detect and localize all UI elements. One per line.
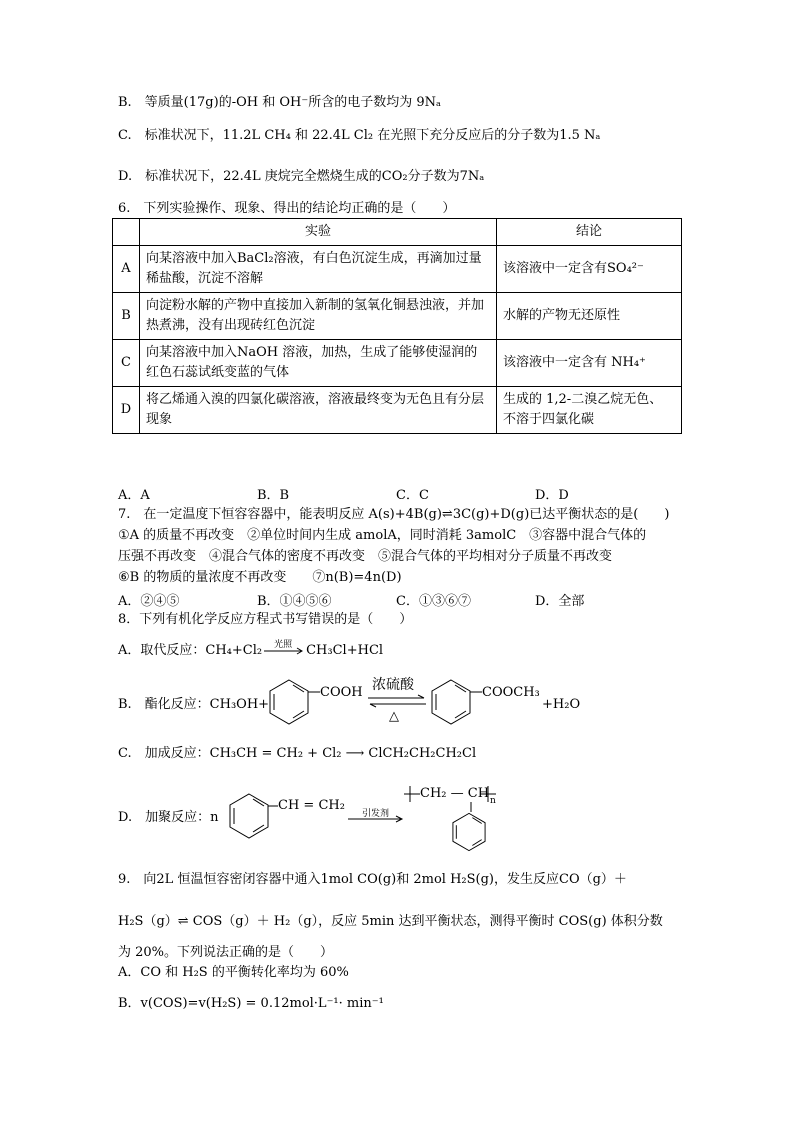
row-label: A — [113, 246, 140, 293]
q9-stem-1: 9. 向2L 恒温恒容密闭容器中通入1mol CO(g)和 2mol H₂S(g)，发生反应CO（g）＋ — [118, 872, 627, 887]
table-corner — [113, 219, 140, 246]
benzene-ring-icon — [448, 810, 490, 854]
q5-option-b: B. 等质量(17g)的-OH 和 OH⁻所含的电子数均为 9Nₐ — [118, 95, 441, 110]
q8-a-label: A．取代反应： — [118, 643, 206, 658]
table-row — [113, 246, 682, 293]
q8-b-label: B. 酯化反应：CH₃OH+ — [118, 697, 270, 712]
q7-options — [118, 590, 674, 609]
row-conclusion: 该溶液中一定含有 NH₄⁺ — [497, 340, 682, 387]
q8-stem: 8．下列有机化学反应方程式书写错误的是（ ） — [118, 612, 413, 627]
q9-option-a: A．CO 和 H₂S 的平衡转化率均为 60% — [118, 965, 349, 980]
row-label: C — [113, 340, 140, 387]
q7-stem: 7. 在一定温度下恒容容器中，能表明反应 A(s)+4B(g)⇌3C(g)+D(g)已达平衡状态的是( ) — [118, 507, 670, 522]
q8-a-reactants: CH₄+Cl₂ — [205, 643, 263, 658]
row-experiment: 向某溶液中加入NaOH 溶液，加热，生成了能够使湿润的红色石蕊试纸变蓝的气体 — [140, 340, 497, 387]
row-label: D — [113, 387, 140, 434]
equilibrium-arrow-icon — [366, 694, 428, 708]
q8-d-vinyl-group: CH = CH₂ — [278, 798, 345, 813]
q8-option-a — [118, 639, 384, 660]
row-experiment: 向淀粉水解的产物中直接加入新制的氢氧化铜悬浊液，并加热煮沸，没有出现砖红色沉淀 — [140, 293, 497, 340]
q6-options — [118, 484, 674, 503]
benzene-ring-icon — [226, 790, 272, 842]
benzene-ring-icon — [428, 676, 474, 728]
row-label: B — [113, 293, 140, 340]
q8-b-acid-group: COOH — [320, 685, 363, 700]
q6-table — [112, 218, 682, 434]
q8-a-products: CH₃Cl+HCl — [306, 643, 384, 658]
q7-conditions-2: 压强不再改变 ④混合气体的密度不再改变 ⑤混合气体的平均相对分子质量不再改变 — [118, 549, 613, 564]
header-experiment: 实验 — [140, 219, 497, 246]
table-row — [113, 340, 682, 387]
row-conclusion: 生成的 1,2-二溴乙烷无色、不溶于四氯化碳 — [497, 387, 682, 434]
header-conclusion: 结论 — [497, 219, 682, 246]
option-c: C．C — [396, 488, 429, 503]
arrow-icon — [262, 644, 306, 658]
row-experiment: 将乙烯通入溴的四氯化碳溶液，溶液最终变为无色且有分层现象 — [140, 387, 497, 434]
q9-option-b: B．v(COS)=v(H₂S) = 0.12mol·L⁻¹· min⁻¹ — [118, 996, 384, 1011]
q7-conditions-1: ①A 的质量不再改变 ②单位时间内生成 amolA，同时消耗 3amolC ③容器中混合气体的 — [118, 528, 647, 543]
option-d: D．D — [535, 488, 569, 503]
option-a: A．②④⑤ — [118, 594, 180, 609]
benzene-ring-icon — [266, 676, 312, 728]
table-row — [113, 293, 682, 340]
q8-b-water: +H₂O — [542, 697, 581, 712]
q8-d-polymer-chain: CH₂ — CH — [420, 786, 490, 801]
q9-stem-2: H₂S（g）⇌ COS（g）＋ H₂（g），反应 5min 达到平衡状态，测得平衡时 COS(g) 体积分数 — [118, 914, 663, 929]
q6-stem: 6. 下列实验操作、现象、得出的结论均正确的是（ ） — [118, 201, 456, 216]
arrow-icon — [346, 814, 406, 824]
row-conclusion: 水解的产物无还原性 — [497, 293, 682, 340]
q8-d-condition: 引发剂 — [362, 809, 390, 819]
q8-d-polymer-n: n — [490, 796, 496, 806]
q5-option-d: D. 标准状况下，22.4L 庚烷完全燃烧生成的CO₂分子数为7Nₐ — [118, 169, 485, 184]
q8-d-label: D. 加聚反应：n — [118, 810, 219, 825]
option-d: D．全部 — [535, 594, 585, 609]
q5-option-c: C. 标准状况下，11.2L CH₄ 和 22.4L Cl₂ 在光照下充分反应后的分子数为1.5 Nₐ — [118, 128, 601, 143]
q7-conditions-3: ⑥B 的物质的量浓度不再改变 ⑦n(B)=4n(D) — [118, 570, 402, 585]
row-conclusion: 该溶液中一定含有SO₄²⁻ — [497, 246, 682, 293]
option-c: C．①③⑥⑦ — [396, 594, 471, 609]
q8-a-condition: 光照 — [274, 639, 293, 650]
table-row — [113, 387, 682, 434]
q9-stem-3: 为 20%。下列说法正确的是（ ） — [118, 945, 334, 960]
table-header-row — [113, 219, 682, 246]
row-experiment: 向某溶液中加入BaCl₂溶液，有白色沉淀生成，再滴加过量稀盐酸，沉淀不溶解 — [140, 246, 497, 293]
q8-option-c: C. 加成反应：CH₃CH = CH₂ + Cl₂ ⟶ ClCH₂CH₂CH₂Cl — [118, 746, 477, 761]
option-b: B．①④⑤⑥ — [257, 594, 332, 609]
q8-b-condition-bottom: △ — [389, 709, 399, 724]
q8-b-ester-group: COOCH₃ — [482, 685, 540, 700]
option-a: A．A — [118, 488, 150, 503]
option-b: B．B — [257, 488, 290, 503]
q8-b-condition-top: 浓硫酸 — [372, 677, 414, 693]
